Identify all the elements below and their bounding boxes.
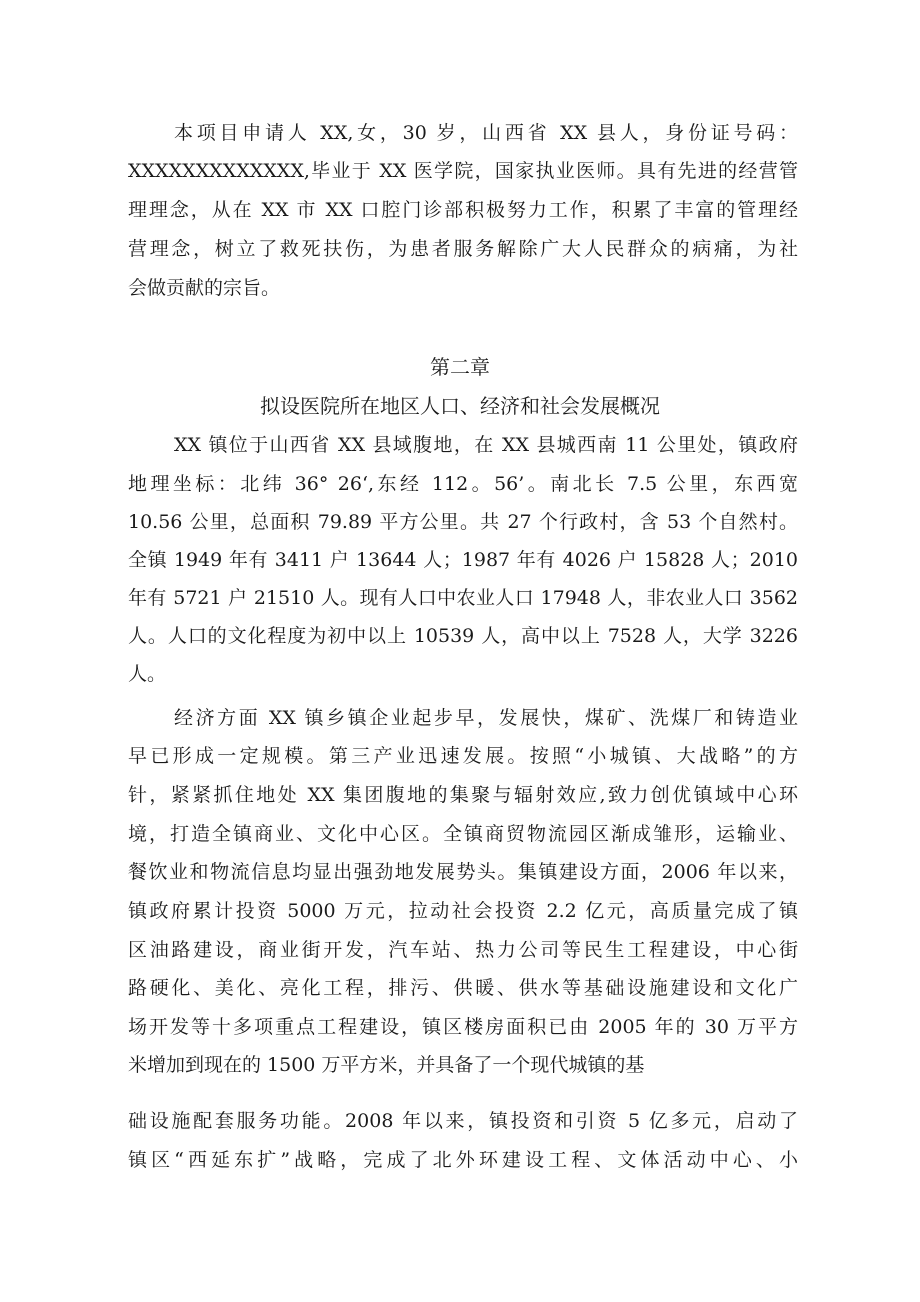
economy-line-4: 境，打造全镇商业、文化中心区。全镇商贸物流园区渐成雏形，运输业、 bbox=[128, 823, 798, 845]
population-line-7: 人。 bbox=[128, 663, 167, 685]
economy-line-1: 经济方面 XX 镇乡镇企业起步早，发展快，煤矿、洗煤厂和铸造业 bbox=[174, 707, 798, 729]
economy-line-2: 早已形成一定规模。第三产业迅速发展。按照“小城镇、大战略”的方 bbox=[128, 745, 798, 767]
economy-line-7: 区油路建设，商业街开发，汽车站、热力公司等民生工程建设，中心街 bbox=[128, 939, 798, 961]
chapter-title: 拟设医院所在地区人口、经济和社会发展概况 bbox=[260, 394, 660, 418]
intro-line-1: 本项目申请人 XX,女，30 岁，山西省 XX 县人，身份证号码： bbox=[174, 122, 798, 144]
population-line-4: 全镇 1949 年有 3411 户 13644 人；1987 年有 4026 户 15828 人；2010 bbox=[128, 549, 798, 571]
economy-line-8: 路硬化、美化、亮化工程，排污、供暖、供水等基础设施建设和文化广 bbox=[128, 977, 798, 999]
population-line-5: 年有 5721 户 21510 人。现有人口中农业人口 17948 人，非农业人口 3562 bbox=[128, 587, 798, 609]
economy-line-6: 镇政府累计投资 5000 万元，拉动社会投资 2.2 亿元，高质量完成了镇 bbox=[128, 900, 798, 922]
chapter-number: 第二章 bbox=[430, 355, 490, 379]
population-line-1: XX 镇位于山西省 XX 县域腹地，在 XX 县城西南 11 公里处，镇政府 bbox=[174, 434, 798, 456]
intro-line-3: 理理念，从在 XX 市 XX 口腔门诊部积极努力工作，积累了丰富的管理经 bbox=[128, 199, 798, 221]
economy-line-3: 针，紧紧抓住地处 XX 集团腹地的集聚与辐射效应,致力创优镇域中心环 bbox=[128, 784, 798, 806]
continuation-line-2: 镇区“西延东扩”战略，完成了北外环建设工程、文体活动中心、小 bbox=[128, 1149, 798, 1171]
intro-line-4: 营理念，树立了救死扶伤，为患者服务解除广大人民群众的病痛，为社 bbox=[128, 238, 798, 260]
population-line-6: 人。人口的文化程度为初中以上 10539 人，高中以上 7528 人，大学 3226 bbox=[128, 625, 798, 647]
population-line-3: 10.56 公里，总面积 79.89 平方公里。共 27 个行政村，含 53 个自然村。 bbox=[128, 511, 798, 533]
population-line-2: 地理坐标：北纬 36° 26‘,东经 112。56’。南北长 7.5 公里，东西宽 bbox=[128, 473, 798, 495]
economy-line-5: 餐饮业和物流信息均显出强劲地发展势头。集镇建设方面，2006 年以来， bbox=[128, 861, 798, 883]
continuation-line-1: 础设施配套服务功能。2008 年以来，镇投资和引资 5 亿多元，启动了 bbox=[128, 1110, 798, 1132]
intro-line-2: XXXXXXXXXXXXX,毕业于 XX 医学院，国家执业医师。具有先进的经营管 bbox=[128, 160, 798, 182]
intro-line-5: 会做贡献的宗旨。 bbox=[128, 277, 281, 299]
economy-line-9: 场开发等十多项重点工程建设，镇区楼房面积已由 2005 年的 30 万平方 bbox=[128, 1016, 798, 1038]
economy-line-10: 米增加到现在的 1500 万平方米，并具备了一个现代城镇的基 bbox=[128, 1054, 645, 1076]
